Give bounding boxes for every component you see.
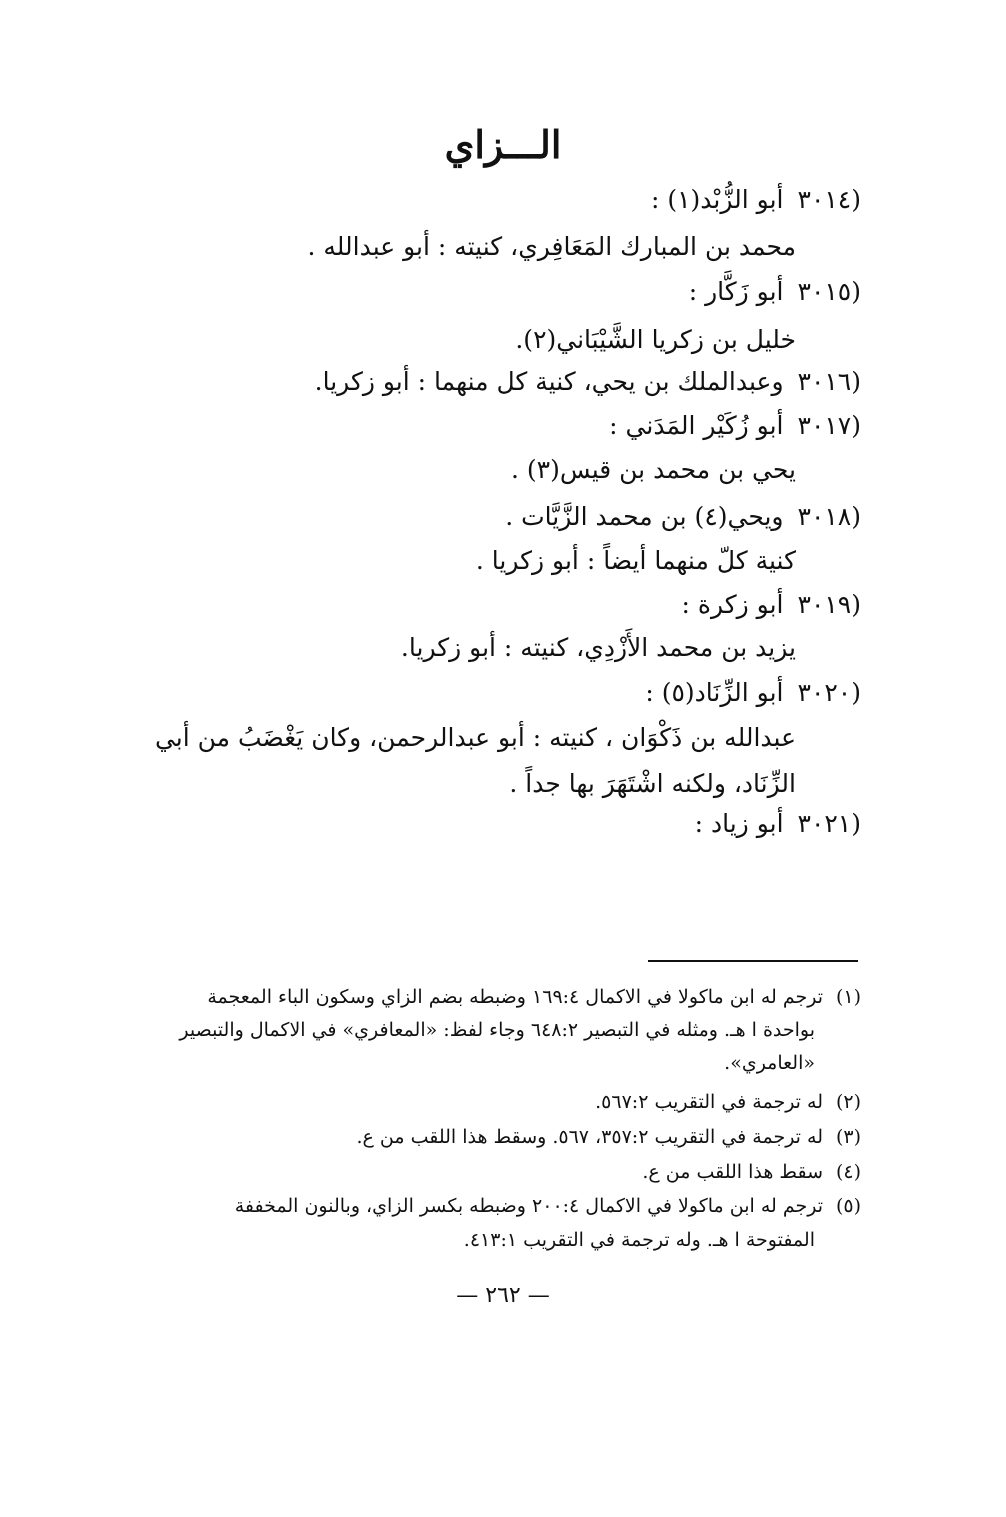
entry-number: (٣٠٢١ [797, 809, 861, 838]
entry-text: محمد بن المبارك المَعَافِري، كنيته : أبو عبدالله . [307, 232, 796, 261]
entry-number: (٣٠١٧ [797, 411, 861, 440]
section-title: الـــزاي [444, 122, 562, 167]
entry-text: خليل بن زكريا الشَّيْبَاني(٢). [515, 325, 796, 354]
entry-text: أبو زكرة : [681, 590, 784, 619]
entry-line [155, 720, 796, 756]
entry-text: عبدالله بن ذَكْوَان ، كنيته : أبو عبدالرحمن، وكان يَغْضَبُ من أبي [154, 723, 796, 752]
entry-number: (٣٠١٥ [797, 277, 861, 306]
entry-text: وعبدالملك بن يحي، كنية كل منهما : أبو زكريا. [314, 367, 784, 396]
footnote-separator [648, 960, 858, 962]
entry-text: يزيد بن محمد الأَزْدِي، كنيته : أبو زكريا. [400, 633, 796, 662]
footnote [642, 1157, 861, 1187]
entry-text: أبو زياد : [694, 809, 784, 838]
entry-line [609, 408, 861, 444]
entry-line [307, 229, 796, 265]
page-number: — ٢٦٢ — [456, 1283, 550, 1308]
entry-line [315, 364, 861, 400]
entry-line [689, 274, 861, 310]
footnote-number: (٥) [835, 1195, 861, 1217]
entry-text: ويحي(٤) بن محمد الزَّيَّات . [505, 502, 784, 531]
footnote-text: له ترجمة في التقريب ٥٦٧:٢. [595, 1091, 823, 1113]
footnote-text: «العامري». [724, 1052, 815, 1074]
footnote-text: بواحدة ا هـ. ومثله في التبصير ٦٤٨:٢ وجاء لفظ: «المعافري» في الاكمال والتبصير [179, 1019, 815, 1041]
footnote-number: (٣) [835, 1126, 861, 1148]
entry-line [509, 766, 796, 802]
footnote [595, 1087, 861, 1117]
entry-line [682, 587, 862, 623]
footnote-text: ترجم له ابن ماكولا في الاكمال ١٦٩:٤ وضبطه بضم الزاي وسكون الباء المعجمة [207, 986, 823, 1008]
entry-text: يحي بن محمد بن قيس(٣) . [510, 455, 796, 484]
entry-text: أبو زُكَيْر المَدَني : [609, 411, 784, 440]
footnote-number: (٢) [835, 1091, 861, 1113]
footnote-text: ترجم له ابن ماكولا في الاكمال ٢٠٠:٤ وضبطه بكسر الزاي، وبالنون المخففة [234, 1195, 823, 1217]
footnote [724, 1048, 815, 1078]
entry-number: (٣٠١٤ [797, 185, 861, 214]
footnote-text: سقط هذا اللقب من ع. [642, 1161, 823, 1183]
entry-text: أبو الزُّبْد(١) : [650, 185, 784, 214]
entry-line [651, 182, 861, 218]
entry-number: (٣٠٢٠ [797, 678, 861, 707]
footnote-number: (١) [835, 986, 861, 1008]
footnote [207, 982, 861, 1012]
entry-text: أبو زَكَّار : [688, 277, 784, 306]
footnote [235, 1191, 861, 1221]
footnote [356, 1122, 861, 1152]
entry-line [401, 630, 796, 666]
entry-number: (٣٠١٩ [797, 590, 861, 619]
entry-line [695, 806, 861, 842]
entry-text: أبو الزِّنَاد(٥) : [645, 678, 784, 707]
entry-line [515, 322, 796, 358]
entry-number: (٣٠١٦ [797, 367, 861, 396]
footnote [179, 1015, 815, 1045]
entry-line [476, 543, 796, 579]
entry-line [645, 675, 861, 711]
entry-line [505, 499, 861, 535]
footnote-text: له ترجمة في التقريب ٣٥٧:٢، ٥٦٧. وسقط هذا اللقب من ع. [356, 1126, 823, 1148]
entry-text: الزِّنَاد، ولكنه اشْتَهَرَ بها جداً . [509, 769, 796, 798]
entry-line [511, 452, 796, 488]
footnote-text: المفتوحة ا هـ. وله ترجمة في التقريب ٤١٣:١. [463, 1229, 815, 1251]
footnote [464, 1225, 815, 1255]
entry-text: كنية كلّ منهما أيضاً : أبو زكريا . [475, 546, 796, 575]
entry-number: (٣٠١٨ [797, 502, 861, 531]
footnote-number: (٤) [835, 1161, 861, 1183]
